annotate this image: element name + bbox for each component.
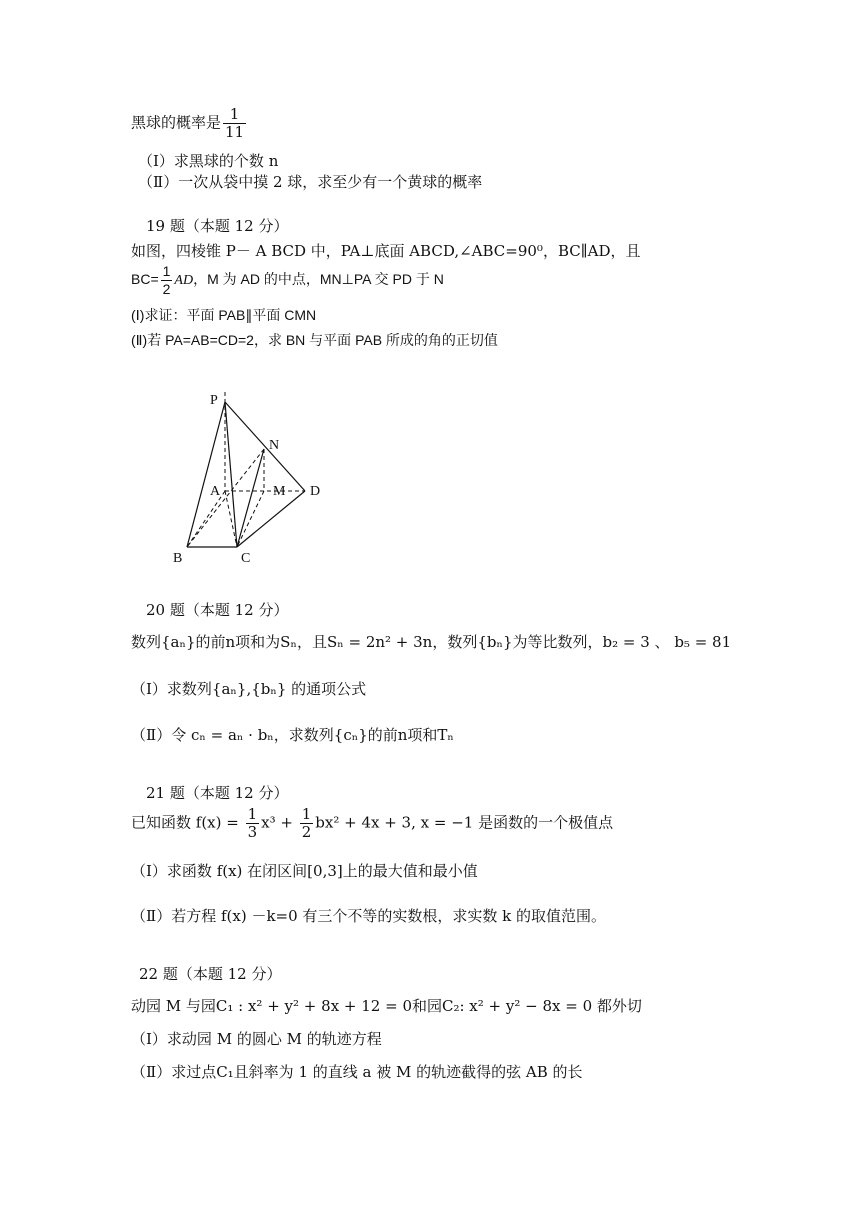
q21-frac2-num: 1 [301, 805, 312, 823]
q19-ad: AD [174, 273, 194, 289]
q21-mid: x³ + [261, 813, 298, 832]
q19-frac-num: 1 [162, 263, 171, 279]
q20-part1: （Ⅰ）求数列{aₙ},{bₙ} 的通项公式 [131, 680, 367, 698]
q22-line1: 动园 M 与园C₁ : x² + y² + 8x + 12 = 0和园C₂: x² + y² − 8x = 0 都外切 [131, 997, 642, 1015]
q21-frac1-den: 3 [247, 823, 258, 841]
edge-PC [225, 402, 237, 547]
q21-frac2 [300, 806, 314, 841]
q21-tail: bx² + 4x + 3, x = −1 是函数的一个极值点 [315, 813, 614, 832]
edge-AB [187, 491, 225, 547]
edge-CD [237, 491, 305, 547]
q18-part1: （Ⅰ）求黑球的个数 n [138, 152, 279, 170]
q21-part1: （Ⅰ）求函数 f(x) 在闭区间[0,3]上的最大值和最小值 [131, 862, 478, 880]
edge-PB [187, 402, 225, 547]
q18-frac-num: 1 [223, 106, 246, 124]
q19-line2-tail: ，M 为 AD 的中点，MN⊥PA 交 PD 于 N [193, 271, 444, 288]
label-P: P [210, 393, 218, 408]
q21-frac1-num: 1 [247, 805, 258, 823]
q22-part1: （Ⅰ）求动园 M 的圆心 M 的轨迹方程 [131, 1030, 382, 1048]
label-C: C [241, 551, 251, 566]
q20-part2: （Ⅱ）令 cₙ = aₙ · bₙ，求数列{cₙ}的前n项和Tₙ [131, 726, 454, 744]
q22-header: 22 题（本题 12 分） [139, 965, 282, 983]
label-B: B [173, 551, 183, 566]
q19-part1: (Ⅰ)求证：平面 PAB∥平面 CMN [131, 307, 317, 323]
label-N: N [269, 438, 280, 453]
q19-part2: (Ⅱ)若 PA=AB=CD=2，求 BN 与平面 PAB 所成的角的正切值 [131, 332, 498, 348]
q21-line1 [131, 806, 613, 841]
q18-frac-den: 11 [225, 123, 245, 141]
q20-header: 20 题（本题 12 分） [146, 601, 289, 619]
q21-header: 21 题（本题 12 分） [146, 784, 289, 802]
q18-lead: 黑球的概率是 [131, 113, 222, 132]
q21-part2: （Ⅱ）若方程 f(x) －k=0 有三个不等的实数根，求实数 k 的取值范围。 [131, 907, 607, 925]
label-A: A [210, 484, 221, 499]
edge-PD [225, 402, 305, 491]
label-M: M [273, 484, 286, 499]
q22-part2: （Ⅱ）求过点C₁且斜率为 1 的直线 a 被 M 的轨迹截得的弦 AB 的长 [131, 1063, 583, 1081]
q19-bc: BC= [131, 271, 159, 288]
q19-line1: 如图，四棱锥 P－ A BCD 中，PA⊥底面 ABCD,∠ABC=90⁰，BC∥AD，且 [131, 242, 641, 260]
q21-lead: 已知函数 f(x) = [131, 813, 244, 832]
q21-frac1 [246, 806, 260, 841]
label-D: D [310, 484, 321, 499]
q20-line1: 数列{aₙ}的前n项和为Sₙ，且Sₙ = 2n² + 3n，数列{bₙ}为等比数列，b₂ = 3 、 b₅ = 81 [131, 633, 732, 651]
edge-NC [237, 449, 264, 547]
q18-part2: （Ⅱ）一次从袋中摸 2 球，求至少有一个黄球的概率 [138, 173, 483, 191]
q19-frac-den: 2 [162, 281, 171, 297]
q19-header: 19 题（本题 12 分） [146, 217, 289, 235]
q21-frac2-den: 2 [301, 823, 312, 841]
